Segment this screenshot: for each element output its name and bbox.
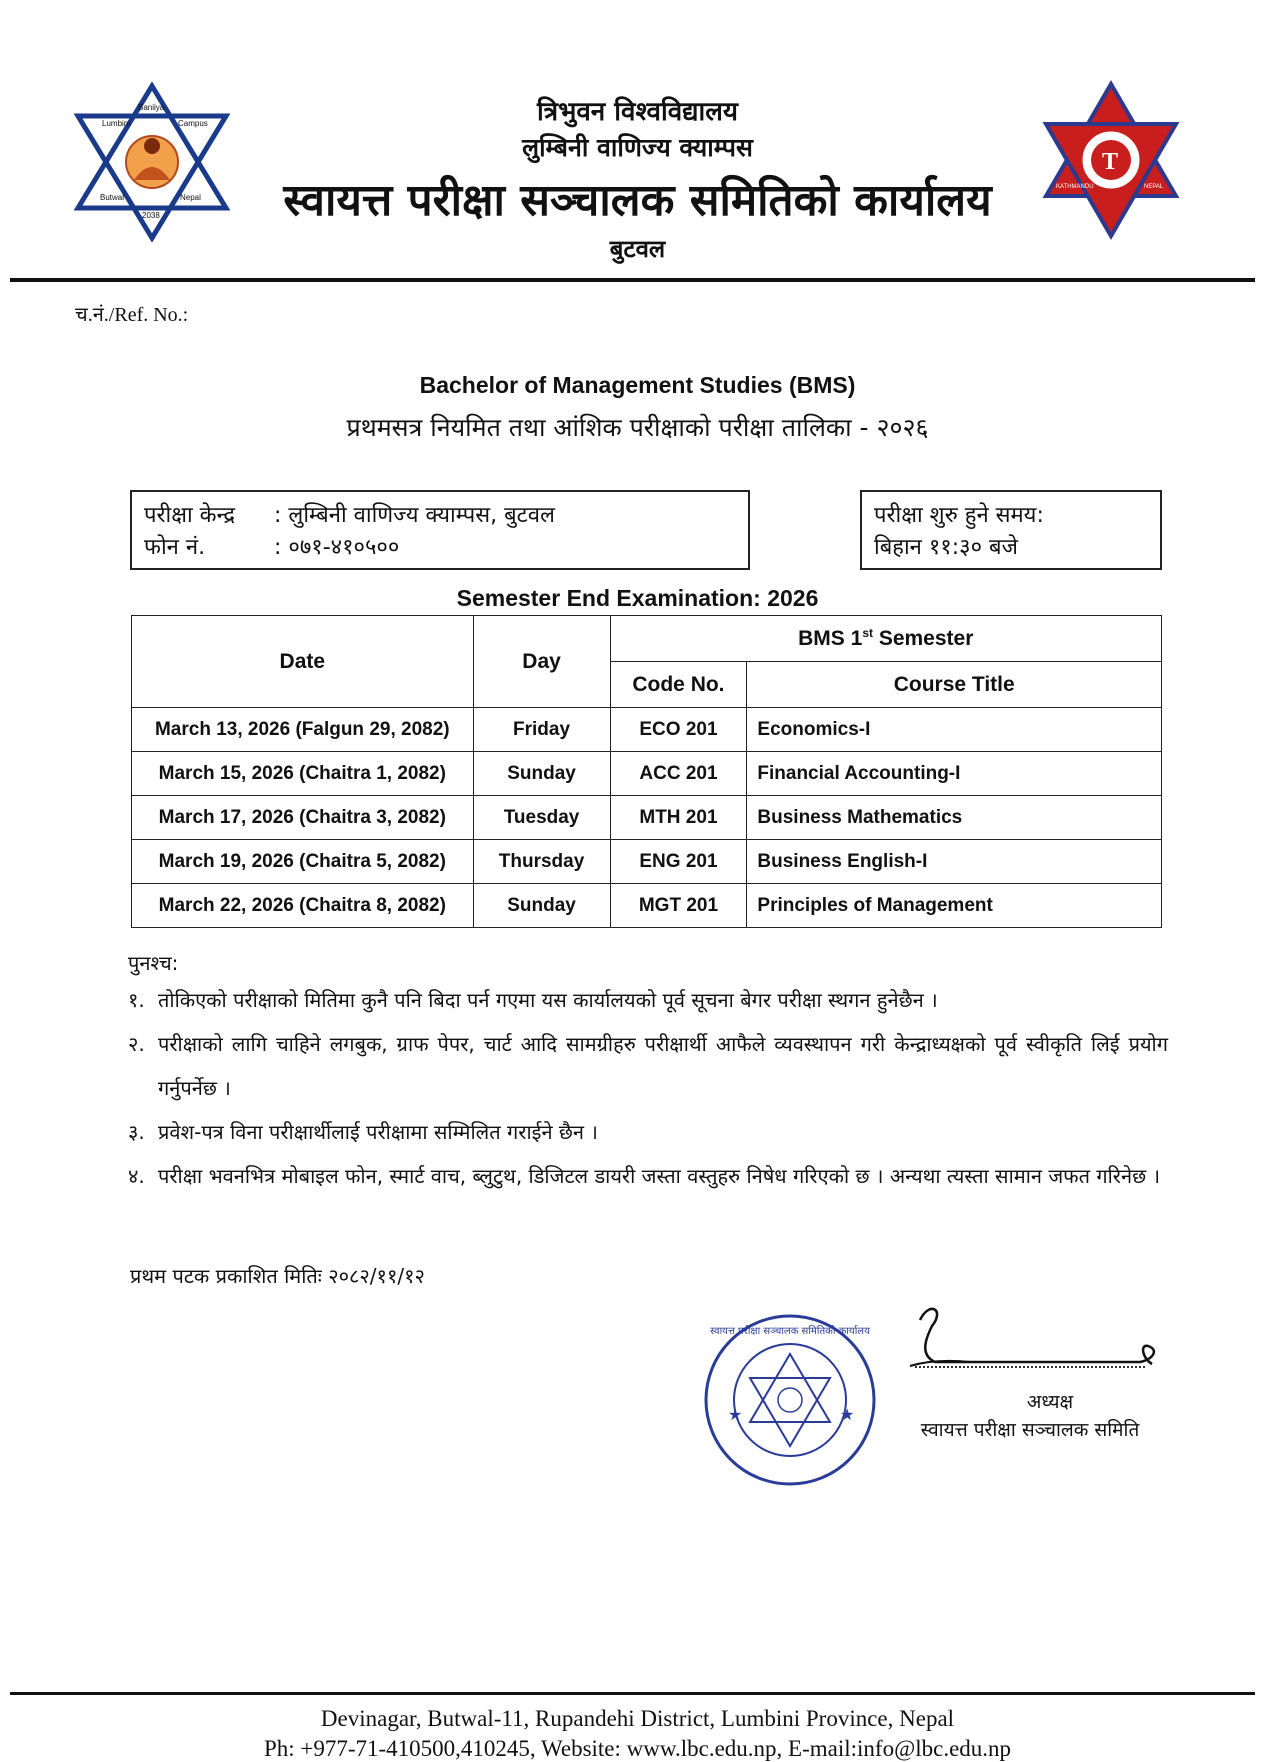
svg-text:T: T: [1102, 149, 1119, 175]
cell-code: MGT 201: [610, 884, 747, 928]
office-seal-stamp: [700, 1310, 880, 1490]
header-course-title: Course Title: [747, 662, 1162, 708]
phone-label: फोन नं.: [144, 535, 206, 560]
note-item: २. परीक्षाको लागि चाहिने लगबुक, ग्राफ पेपर, चार्ट आदि सामग्रीहरु परीक्षार्थी आफैले व्यवस्थापन गरी केन्द्राध्यक्षको पूर्व स्वीकृति लिई प्रयोग गर्नुपर्नेछ ।: [128, 1032, 1168, 1100]
note-item: १. तोकिएको परीक्षाको मितिमा कुनै पनि बिदा पर्न गएमा यस कार्यालयको पूर्व सूचना बेगर परीक्षा स्थगन हुनेछैन ।: [128, 988, 938, 1012]
cell-course: Economics-I: [747, 708, 1162, 752]
cell-date: March 19, 2026 (Chaitra 5, 2082): [132, 840, 474, 884]
handwritten-signature: [890, 1300, 1180, 1380]
signatory-committee: स्वायत्त परीक्षा सञ्चालक समिति: [920, 1419, 1140, 1441]
svg-text:★: ★: [840, 1405, 855, 1424]
cell-code: ECO 201: [610, 708, 747, 752]
header-divider: [10, 278, 1255, 282]
cell-course: Business Mathematics: [747, 796, 1162, 840]
cell-date: March 13, 2026 (Falgun 29, 2082): [132, 708, 474, 752]
reference-number-label: च.नं./Ref. No.:: [75, 304, 189, 326]
table-row: [132, 884, 1162, 928]
header-date: Date: [132, 616, 474, 708]
table-row: [132, 708, 1162, 752]
cell-day: Sunday: [473, 752, 610, 796]
header-code: Code No.: [610, 662, 747, 708]
exam-time-value: बिहान ११:३० बजे: [874, 535, 1018, 560]
exam-center-label: परीक्षा केन्द्र: [144, 503, 236, 528]
logo-left-text-campus: Campus: [178, 119, 208, 128]
exam-time-label: परीक्षा शुरु हुने समय:: [874, 503, 1044, 528]
cell-day: Tuesday: [473, 796, 610, 840]
cell-code: ENG 201: [610, 840, 747, 884]
cell-date: March 15, 2026 (Chaitra 1, 2082): [132, 752, 474, 796]
header-day: Day: [473, 616, 610, 708]
footer-address: Devinagar, Butwal-11, Rupandehi District, Lumbini Province, Nepal: [320, 1706, 955, 1731]
exam-center-box: [130, 490, 750, 570]
cell-code: MTH 201: [610, 796, 747, 840]
exam-time-box: [860, 490, 1162, 570]
logo-left-text-nepal: Nepal: [180, 193, 201, 202]
logo-right-text-nepal: NEPAL: [1144, 184, 1164, 190]
header-semester-group: BMS 1st Semester: [610, 616, 1161, 662]
cell-course: Financial Accounting-I: [747, 752, 1162, 796]
cell-course: Principles of Management: [747, 884, 1162, 928]
cell-code: ACC 201: [610, 752, 747, 796]
footer-contact: Ph: +977-71-410500,410245, Website: www.lbc.edu.np, E-mail:info@lbc.edu.np: [263, 1736, 1012, 1761]
cell-day: Friday: [473, 708, 610, 752]
university-name: त्रिभुवन विश्वविद्यालय: [536, 97, 738, 127]
city-name: बुटवल: [609, 235, 666, 263]
cell-day: Sunday: [473, 884, 610, 928]
notes-section: [128, 948, 1168, 1198]
footer-divider: [10, 1692, 1255, 1695]
table-row: [132, 796, 1162, 840]
published-date: प्रथम पटक प्रकाशित मितिः २०८२/११/१२: [130, 1264, 425, 1288]
phone-value: : ०७१-४१०५००: [274, 535, 400, 560]
cell-date: March 22, 2026 (Chaitra 8, 2082): [132, 884, 474, 928]
logo-left-text-butwal: Butwal: [100, 193, 125, 202]
table-row: [132, 840, 1162, 884]
note-item: ४. परीक्षा भवनभित्र मोबाइल फोन, स्मार्ट वाच, ब्लुटुथ, डिजिटल डायरी जस्ता वस्तुहरु निषेध गरिएको छ । अन्यथा त्यस्ता सामान जफत गरिनेछ ।: [128, 1164, 1161, 1188]
cell-course: Business English-I: [747, 840, 1162, 884]
signature-line: [915, 1366, 1145, 1368]
seal-text: स्वायत्त परीक्षा सञ्चालक समितिको कार्यालय: [710, 1326, 870, 1337]
signatory-title: अध्यक्ष: [1026, 1391, 1074, 1413]
cell-date: March 17, 2026 (Chaitra 3, 2082): [132, 796, 474, 840]
logo-right-text-kathmandu: KATHMANDU: [1056, 184, 1094, 190]
semester-exam-title: Semester End Examination: 2026: [456, 585, 819, 611]
program-title: Bachelor of Management Studies (BMS): [419, 372, 856, 398]
logo-left-text-lumbini: Lumbini: [102, 119, 131, 128]
note-item: ३. प्रवेश-पत्र विना परीक्षार्थीलाई परीक्षामा सम्मिलित गराईने छैन ।: [128, 1120, 598, 1144]
campus-name: लुम्बिनी वाणिज्य क्याम्पस: [522, 133, 753, 162]
office-name: स्वायत्त परीक्षा सञ्चालक समितिको कार्यालय: [283, 175, 992, 226]
notes-heading: पुनश्च:: [128, 951, 179, 975]
table-row: [132, 752, 1162, 796]
exam-center-value: : लुम्बिनी वाणिज्य क्याम्पस, बुटवल: [274, 503, 555, 528]
cell-day: Thursday: [473, 840, 610, 884]
exam-schedule-table: [131, 615, 1162, 928]
schedule-title-nepali: प्रथमसत्र नियमित तथा आंशिक परीक्षाको परीक्षा तालिका - २०२६: [346, 413, 929, 442]
logo-left-text-year: 2038: [142, 211, 160, 220]
svg-text:★: ★: [728, 1405, 743, 1424]
logo-left-text-baniiya: Baniiya: [138, 103, 165, 112]
